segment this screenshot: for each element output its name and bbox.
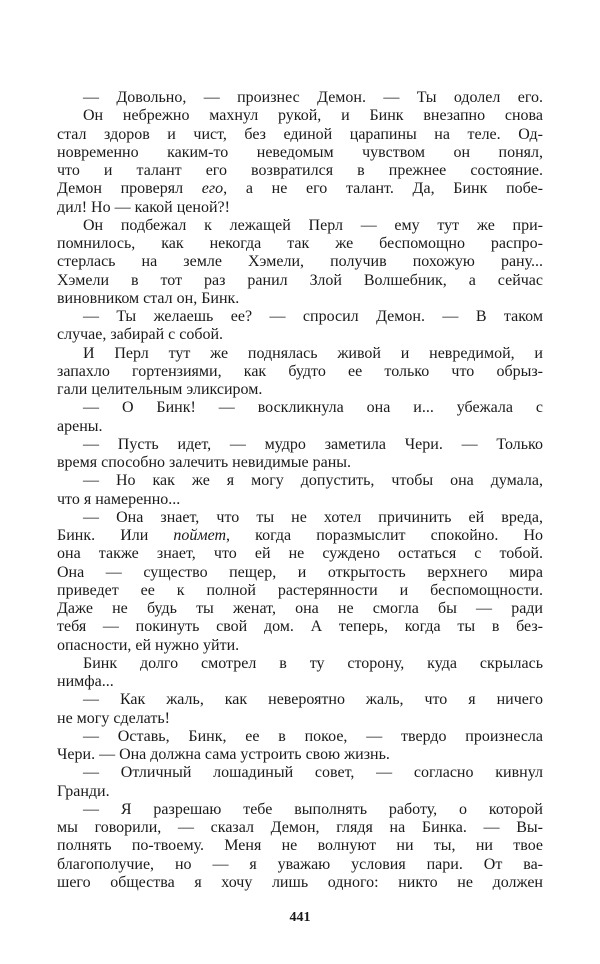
text-line: нимфа... (57, 673, 114, 690)
text-line: стал здоров и чист, без единой царапины на теле. Од- (57, 125, 543, 143)
text-line: — Как жаль, как невероятно жаль, что я ничего (83, 691, 543, 709)
text-line: Даже не будь ты женат, она не смогла бы — ради (57, 600, 543, 617)
text-line: стерлась на земле Хэмели, получив похожую рану... (57, 253, 543, 271)
text-line: арены. (57, 417, 103, 435)
text-line (57, 180, 543, 198)
text-segment: , когда поразмыслит спокойно. Но (226, 527, 543, 544)
text-line: И Перл тут же поднялась живой и невредимой, и (83, 344, 543, 362)
text-line: Она — существо пещер, и открытость верхнего мира (57, 563, 543, 581)
text-line: благополучие, но — я уважаю условия пари. От ва- (57, 855, 543, 873)
text-line: — Она знает, что ты не хотел причинить ей вреда, (83, 508, 543, 526)
text-line: — Я разрешаю тебе выполнять работу, о которой (83, 800, 543, 818)
text-line: что и талант его возвратился в прежнее состояние. (57, 162, 543, 179)
text-line: Он небрежно махнул рукой, и Бинк внезапно снова (83, 107, 543, 125)
text-line: — Оставь, Бинк, ее в покое, — твердо произнесла (83, 727, 543, 745)
text-line: новременно каким-то неведомым чувством он понял, (57, 143, 543, 161)
text-line: дил! Но — какой ценой?! (57, 198, 230, 216)
text-line: время способно залечить невидимые раны. (57, 454, 352, 471)
text-line: помнилось, как некогда так же беспомощно распро- (57, 235, 543, 252)
text-line: тебя — покинуть свой дом. А теперь, когда ты в без- (57, 618, 543, 636)
text-line: — Отличный лошадиный совет, — согласно кивнул (83, 764, 543, 782)
text-line: полнять по-твоему. Меня не волнуют ни ты, ни твое (57, 837, 543, 855)
text-line: — Но как же я могу допустить, чтобы она думала, (83, 472, 543, 490)
text-line: опасности, ей нужно уйти. (57, 636, 240, 654)
text-line: Бинк долго смотрел в ту сторону, куда скрылась (83, 654, 543, 672)
text-segment: , а не его талант. Да, Бинк побе- (223, 180, 543, 198)
text-segment: Бинк. Или (57, 527, 174, 544)
text-line: Он подбежал к лежащей Перл — ему тут же при- (83, 216, 543, 234)
text-line: запахло гортензиями, как будто ее только что обрыз- (57, 362, 543, 380)
text-line: не могу сделать! (57, 709, 170, 727)
text-line: шего общества я хочу лишь одного: никто не должен (57, 873, 543, 891)
text-line (57, 527, 543, 545)
text-line: — Ты желаешь ее? — спросил Демон. — В таком (83, 308, 543, 325)
text-line: гали целительным эликсиром. (57, 381, 263, 398)
text-line: Гранди. (57, 782, 110, 800)
text-line: приведет ее к полной растерянности и беспомощности. (57, 581, 543, 599)
text-line: она также знает, что ей не суждено остаться с тобой. (57, 545, 543, 563)
text-line: Хэмели в тот раз ранил Злой Волшебник, а сейчас (57, 271, 543, 289)
text-line: что я намеренно... (57, 490, 181, 508)
text-line: Чери. — Она должна сама устроить свою жизнь. (57, 746, 390, 763)
text-line: мы говорили, — сказал Демон, глядя на Бинка. — Вы- (57, 819, 543, 836)
italic-emphasis: его (201, 180, 224, 198)
page-body-text (57, 89, 543, 892)
text-line: виновником стал он, Бинк. (57, 289, 240, 307)
page-number: 441 (289, 910, 311, 925)
text-line: — Довольно, — произнес Демон. — Ты одолел его. (83, 89, 543, 106)
italic-emphasis: поймет (173, 527, 227, 544)
text-line: случае, забирай с собой. (57, 326, 224, 344)
text-line: — О Бинк! — воскликнула она и... убежала с (83, 399, 543, 417)
text-line: — Пусть идет, — мудро заметила Чери. — Только (83, 435, 543, 453)
text-segment: Демон проверял (57, 180, 202, 198)
